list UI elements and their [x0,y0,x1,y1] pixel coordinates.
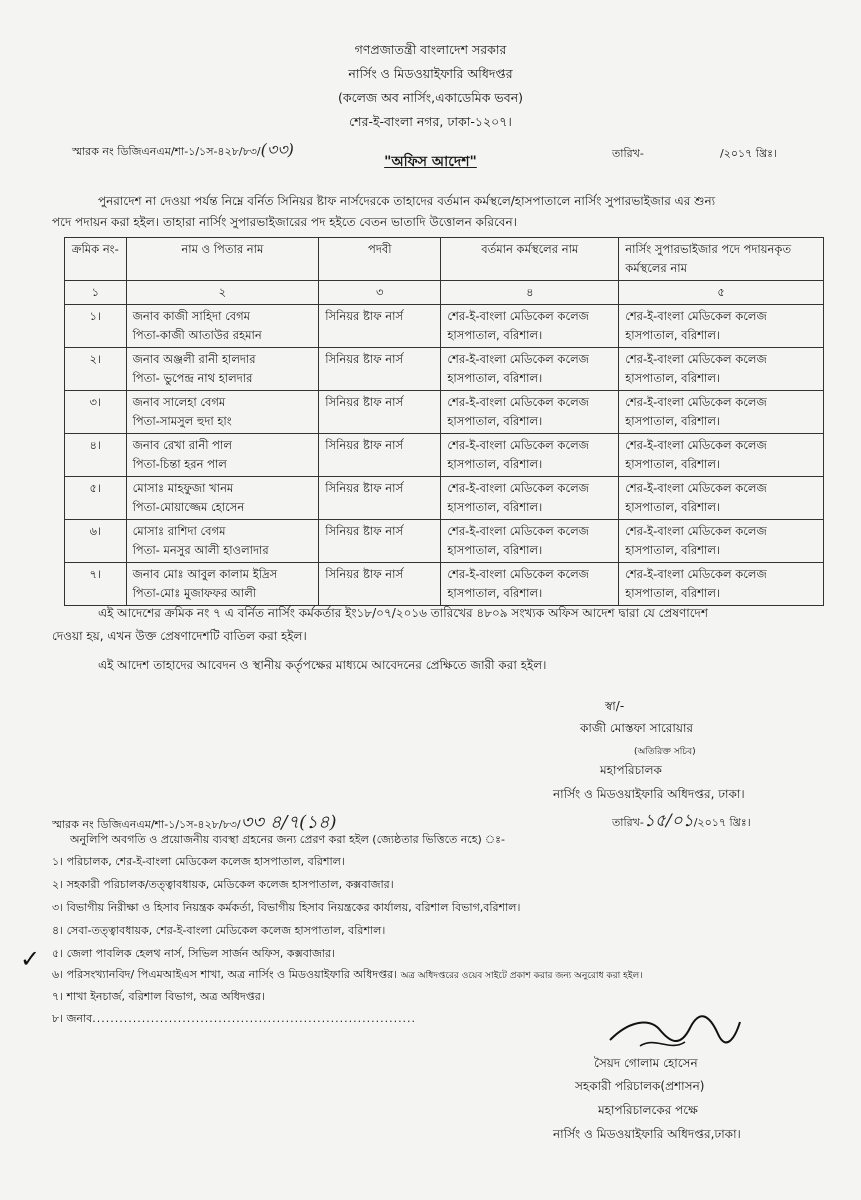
letterhead-building: (কলেজ অব নার্সিং,একাডেমিক ভবন) [337,90,524,105]
header-designation: পদবী [319,238,441,281]
cell-name-name: মোসাঃ মাহফুজা খানম [132,481,234,495]
cell-name-name: জনাব মোঃ আবুল কালাম ইদ্রিস [132,567,278,581]
copy-item-6-note: অত্র অধিদপ্তরের ওয়েব সাইটে প্রকাশ করার জন্য অনুরোধ করা হইল। [400,971,643,981]
copy-item-2: ২। সহকারী পরিচালক/তত্ত্বাবধায়ক, মেডিকেল কলেজ হাসপাতাল, কক্সবাজার। [52,878,394,891]
cell-designation [319,520,441,563]
cell-current-workplace-current-line1: শের-ই-বাংলা মেডিকেল কলেজ [447,395,589,409]
cell-designation [319,348,441,391]
table-row [65,563,824,606]
cell-posted-workplace-posted-line1: শের-ই-বাংলা মেডিকেল কলেজ [625,395,767,409]
cell-serial [65,563,127,606]
signature-scribble [600,1008,750,1058]
cell-serial-serial: ৬। [89,524,102,538]
cell-designation-designation: সিনিয়র ষ্টাফ নার্স [325,309,404,323]
cell-posted-workplace-posted-line1: শের-ই-বাংলা মেডিকেল কলেজ [625,309,767,323]
cell-designation [319,563,441,606]
column-number: ৩ [319,281,441,305]
cell-name-father: পিতা-মোঃ মুজাফফর আলী [132,586,257,600]
cell-serial-serial: ১। [89,309,102,323]
date-handwritten: ১৫/০১ [643,811,694,831]
date-label-top: তারিখ- [612,147,644,160]
copy-intro: অনুলিপি অবগতি ও প্রয়োজনীয় ব্যবস্থা গ্রহনের জন্য প্রেরণ করা হইল (জ্যেষ্ঠতার ভিত্তিতে নহে) ঃ- [70,833,505,846]
cell-current-workplace [441,348,619,391]
cell-name [126,348,319,391]
copy-item-5: ৫। জেলা পাবলিক হেলথ নার্স, সিভিল সার্জন অফিস, কক্সবাজার। [52,947,336,960]
cell-posted-workplace [619,520,824,563]
cell-current-workplace-current-line2: হাসপাতাল, বরিশাল। [447,586,543,600]
cell-posted-workplace-posted-line1: শের-ই-বাংলা মেডিকেল কলেজ [625,567,767,581]
cell-posted-workplace-posted-line2: হাসপাতাল, বরিশাল। [625,371,720,385]
copy-item-7: ৭। শাখা ইনচার্জ, বরিশাল বিভাগ, অত্র অধিদপ্তর। [52,990,265,1003]
cell-current-workplace-current-line2: হাসপাতাল, বরিশাল। [447,328,543,342]
table-row [65,391,824,434]
signatory-1-office: নার্সিং ও মিডওয়াইফারি অধিদপ্তর, ঢাকা। [553,787,745,801]
letterhead-department: নার্সিং ও মিডওয়াইফারি অধিদপ্তর [348,66,513,81]
column-number: ৪ [441,281,619,305]
date-bottom [612,808,751,836]
cell-current-workplace-current-line2: হাসপাতাল, বরিশাল। [447,371,543,385]
cell-current-workplace-current-line1: শের-ই-বাংলা মেডিকেল কলেজ [447,481,589,495]
cell-posted-workplace-posted-line2: হাসপাতাল, বরিশাল। [625,414,720,428]
cell-current-workplace-current-line1: শের-ই-বাংলা মেডিকেল কলেজ [447,524,589,538]
cell-current-workplace [441,477,619,520]
cell-posted-workplace [619,305,824,348]
cell-name-name: জনাব রেখা রানী পাল [132,438,232,452]
cell-designation-designation: সিনিয়র ষ্টাফ নার্স [325,438,404,452]
cell-posted-workplace [619,391,824,434]
cell-posted-workplace [619,434,824,477]
cell-designation [319,434,441,477]
signatory-2-office: নার্সিং ও মিডওয়াইফারি অধিদপ্তর,ঢাকা। [553,1127,741,1141]
cell-serial-serial: ৩। [89,395,102,409]
cell-name-father: পিতা-চিন্তা হরন পাল [132,457,227,471]
cell-current-workplace [441,563,619,606]
memo-reference-label: স্মারক নং ডিজিএনএম/শা-১/১স-৪২৮/৮৩/ [52,818,241,831]
cell-posted-workplace-posted-line2: হাসপাতাল, বরিশাল। [625,328,720,342]
memo-reference-handwritten: (৩৩) [260,140,294,159]
signatory-1-designation: মহাপরিচালক [600,763,662,777]
intro-paragraph-line2: পদে পদায়ন করা হইল। তাহারা নার্সিং সুপারভাইজারের পদ হইতে বেতন ভাতাদি উত্তোলন করিবেন। [52,215,517,229]
date-value-bottom: /২০১৭ খ্রিঃ। [693,816,751,829]
header-serial: ক্রমিক নং- [65,238,127,281]
letterhead-address: শের-ই-বাংলা নগর, ঢাকা-১২০৭। [349,114,512,129]
cell-name [126,520,319,563]
signatory-2-designation: সহকারী পরিচালক(প্রশাসন) [575,1079,705,1093]
copy-item-3: ৩। বিভাগীয় নিরীক্ষা ও হিসাব নিয়ন্ত্রক কর্মকর্তা, বিভাগীয় হিসাব নিয়ন্ত্রকের কার্যালয়, বরিশাল বিভাগ,বরিশাল। [52,901,521,914]
signatory-2-name: সৈয়দ গোলাম হোসেন [594,1056,698,1070]
document-title-text: "অফিস আদেশ" [384,154,477,170]
posting-table [64,237,824,606]
header-posted-workplace: নার্সিং সুপারভাইজার পদে পদায়নকৃত কর্মস্থলের নাম [619,238,824,281]
cell-posted-workplace-posted-line2: হাসপাতাল, বরিশাল। [625,457,720,471]
cell-posted-workplace-posted-line1: শের-ই-বাংলা মেডিকেল কলেজ [625,352,767,366]
copy-item-6 [52,966,642,985]
cell-current-workplace-current-line2: হাসপাতাল, বরিশাল। [447,500,543,514]
copy-item-8 [52,1010,416,1029]
signatory-1-name: কাজী মোস্তফা সারোয়ার [580,721,694,735]
copy-item-4: ৪। সেবা-তত্ত্বাবধায়ক, শের-ই-বাংলা মেডিকেল কলেজ হাসপাতাল, বরিশাল। [52,924,386,937]
cell-designation-designation: সিনিয়র ষ্টাফ নার্স [325,395,404,409]
cell-posted-workplace [619,348,824,391]
column-number: ৫ [619,281,824,305]
cell-current-workplace [441,305,619,348]
cell-designation [319,305,441,348]
table-body [65,305,824,606]
cell-name-name: জনাব সালেহা বেগম [132,395,226,409]
column-number: ১ [65,281,127,305]
cell-posted-workplace-posted-line1: শের-ই-বাংলা মেডিকেল কলেজ [625,438,767,452]
table-row [65,348,824,391]
signatory-2-on-behalf: মহাপরিচালকের পক্ষে [598,1103,698,1117]
cell-posted-workplace-posted-line1: শের-ই-বাংলা মেডিকেল কলেজ [625,481,767,495]
table-header-row [65,238,824,281]
cell-serial-serial: ২। [89,352,102,366]
cell-current-workplace-current-line1: শের-ই-বাংলা মেডিকেল কলেজ [447,438,589,452]
cell-name [126,477,319,520]
cell-current-workplace-current-line1: শের-ই-বাংলা মেডিকেল কলেজ [447,352,589,366]
cell-name-father: পিতা-মোয়াজ্জেম হোসেন [132,500,245,514]
cell-posted-workplace-posted-line2: হাসপাতাল, বরিশাল। [625,543,720,557]
cell-name-father: পিতা-সামসুল হুদা হাং [132,414,232,428]
cell-current-workplace [441,520,619,563]
cell-name-father: পিতা- মনসুর আলী হাওলাদার [132,543,269,557]
cell-current-workplace-current-line2: হাসপাতাল, বরিশাল। [447,543,543,557]
cell-name-father: পিতা-কাজী আতাউর রহমান [132,328,262,342]
copy-item-8-blank: ........................................................................ [92,1012,417,1025]
cell-serial [65,477,127,520]
cell-designation-designation: সিনিয়র ষ্টাফ নার্স [325,481,404,495]
cell-name-father: পিতা- ভুপেন্দ্র নাথ হালদার [132,371,253,385]
cell-serial [65,305,127,348]
copy-item-8-text: ৮। জনাব [52,1012,93,1025]
memo-reference-label: স্মারক নং ডিজিএনএম/শা-১/১স-৪২৮/৮৩/ [72,145,261,158]
checkmark-icon: ✓ [20,945,41,973]
copy-item-1: ১। পরিচালক, শের-ই-বাংলা মেডিকেল কলেজ হাসপাতাল, বরিশাল। [52,855,345,868]
cell-name [126,305,319,348]
cell-designation-designation: সিনিয়র ষ্টাফ নার্স [325,567,404,581]
issue-paragraph: এই আদেশ তাহাদের আবেদন ও স্থানীয় কর্তৃপক্ষের মাধ্যমে আবেদনের প্রেক্ষিতে জারী করা হইল। [98,658,547,672]
document-title [0,150,861,174]
cell-posted-workplace [619,563,824,606]
cell-serial [65,434,127,477]
cancel-paragraph-line1: এই আদেশের ক্রমিক নং ৭ এ বর্নিত নার্সিং কর্মকর্তার ইং১৮/০৭/২০১৬ তারিখের ৪৮০৯ সংখ্যক অফিস আদেশ দ্বারা যে প্রেষণাদেশ [98,606,708,620]
cell-posted-workplace-posted-line1: শের-ই-বাংলা মেডিকেল কলেজ [625,524,767,538]
signatory-1-rank: (অতিরিক্ত সচিব) [634,747,696,757]
table-row [65,520,824,563]
cell-designation-designation: সিনিয়র ষ্টাফ নার্স [325,524,404,538]
cell-posted-workplace-posted-line2: হাসপাতাল, বরিশাল। [625,500,720,514]
cell-current-workplace [441,391,619,434]
table-row [65,477,824,520]
cell-current-workplace-current-line2: হাসপাতাল, বরিশাল। [447,457,543,471]
cell-serial-serial: ৪। [89,438,102,452]
cell-posted-workplace-posted-line2: হাসপাতাল, বরিশাল। [625,586,720,600]
cell-name [126,391,319,434]
cell-name-name: জনাব অঞ্জলী রানী হালদার [132,352,256,366]
table-column-number-row [65,281,824,305]
column-number: ২ [126,281,319,305]
cell-serial [65,391,127,434]
date-label-bottom: তারিখ- [612,816,644,829]
cell-posted-workplace [619,477,824,520]
cell-current-workplace-current-line1: শের-ই-বাংলা মেডিকেল কলেজ [447,309,589,323]
date-value-top: /২০১৭ খ্রিঃ। [720,147,777,160]
cell-serial-serial: ৫। [89,481,102,495]
cell-designation [319,477,441,520]
cell-current-workplace-current-line1: শের-ই-বাংলা মেডিকেল কলেজ [447,567,589,581]
cell-serial-serial: ৭। [89,567,102,581]
cell-designation-designation: সিনিয়র ষ্টাফ নার্স [325,352,404,366]
letterhead-government: গণপ্রজাতন্ত্রী বাংলাদেশ সরকার [354,42,507,57]
cell-serial [65,520,127,563]
cell-current-workplace-current-line2: হাসপাতাল, বরিশাল। [447,414,543,428]
header-name: নাম ও পিতার নাম [126,238,319,281]
copy-item-6-text: ৬। পরিসংখ্যানবিদ/ পিএমআইএস শাখা, অত্র নার্সিং ও মিডওয়াইফারি অধিদপ্তর। [52,968,398,981]
intro-paragraph-line1: পুনরাদেশ না দেওয়া পর্যন্ত নিম্নে বর্নিত সিনিয়র ষ্টাফ নার্সদেরকে তাহাদের বর্তমান কর্মস্থলে/হাসপাতালে নার্সিং সুপারভাইজার এর শুন্য [98,194,716,208]
cancel-paragraph-line2: দেওয়া হয়, এখন উক্ত প্রেষণাদেশটি বাতিল করা হইল। [52,629,307,643]
cell-serial [65,348,127,391]
table-row [65,434,824,477]
cell-designation [319,391,441,434]
header-current-workplace: বর্তমান কর্মস্থলের নাম [441,238,619,281]
table-row [65,305,824,348]
cell-name-name: জনাব কাজী সাহিদা বেগম [132,309,251,323]
cell-name [126,434,319,477]
cell-current-workplace [441,434,619,477]
signed-mark: স্বা/- [605,699,625,713]
cell-name-name: মোসাঃ রাশিদা বেগম [132,524,226,538]
cell-name [126,563,319,606]
memo-reference-handwritten: ৩৩ ৪/৭(১৪) [240,812,337,833]
